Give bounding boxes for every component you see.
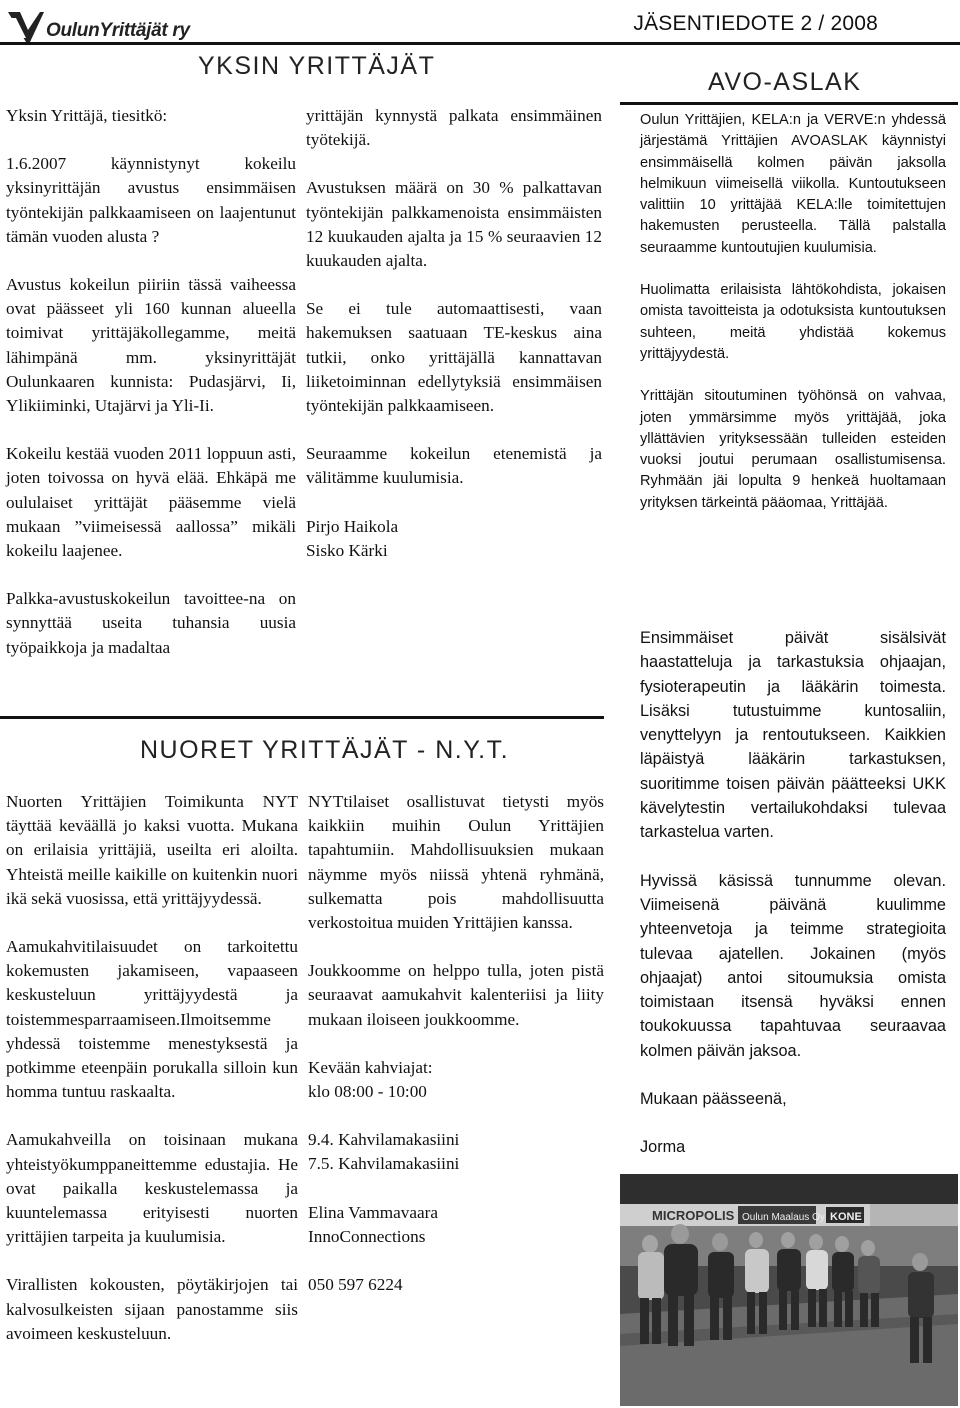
org-logo [6, 8, 206, 46]
section-title-avo-aslak: AVO-ASLAK [708, 68, 862, 96]
paragraph: Aamukahvitilaisuudet on tarkoitettu kokemusten jakamiseen, vapaaseen keskusteluun yrittäjyydestä ja toistemmesparraamiseen.Ilmoitsemme yhdessä toistemme menestyksestä ja potkimme eteenpäin porukalla silloin kun homma tuntuu raskaalta. [6, 937, 298, 1102]
paragraph: Avustus kokeilun piiriin tässä vaiheessa ovat päässeet yli 160 kunnan alueella toimivat yrittäjäkollegamme, meitä lähimpänä mm. yksinyrittäjät Oulunkaaren kunnista: Pudasjärvi, Ii, Ylikiiminki, Utajärvi ja Yli-Ii. [6, 275, 296, 416]
paragraph: Kokeilu kestää vuoden 2011 loppuun asti, joten toivossa on hyvä elää. Ehkäpä me oululaiset yrittäjät pääsemme vielä mukaan ”viimeisessä aallossa” mikäli kokeilu laajenee. [6, 444, 296, 561]
yksin-column-1 [6, 104, 296, 660]
paragraph: NYTtilaiset osallistuvat tietysti myös kaikkiin muihin Oulun Yrittäjien tapahtumiin. Mahdollisuuksien mukaan näymme myös niissä yhtenä ryhmänä, sulkematta pois mahdollisuutta verkostoitua muiden Yrittäjien kanssa. [308, 792, 604, 933]
paragraph: Avustuksen määrä on 30 % palkattavan työntekijän palkkamenoista ensimmäisten 12 kuukauden ajalta ja 15 % seuraavien 12 kuukauden ajalta. [306, 178, 602, 271]
section-title-yksin: YKSIN YRITTÄJÄT [198, 52, 436, 80]
paragraph: Aamukahveilla on toisinaan mukana yhteistyökumppaneittemme edustajia. He ovat paikalla keskustelemassa ja kuuntelemassa erityisesti nuorten yrittäjien tarpeita ja kuulumisia. [6, 1130, 298, 1247]
yksin-column-2 [306, 104, 602, 563]
contact-name: Elina Vammavaara [308, 1202, 438, 1222]
paragraph: Seuraamme kokeilun etenemistä ja välitämme kuulumisia. [306, 444, 602, 488]
paragraph: Ensimmäiset päivät sisälsivät haastatteluja ja tarkastuksia ohjaajan, fysioterapeutin ja lääkärin toimesta. Lisäksi tutustuimme kuntosaliin, venyttelyyn ja rentoutukseen. Kaikkien läpäistyä lääkärin tarkastuksen, suoritimme toisen päivän päätteeksi UKK kävelytestin vertailukohdaksi tulevaa tarkastelua varten. [640, 629, 946, 842]
signature [306, 515, 602, 563]
paragraph: Palkka-avustuskokeilun tavoittee-na on synnyttää useita tuhansia uusia työpaikkoja ja madaltaa [6, 589, 296, 657]
paragraph: Oulun Yrittäjien, KELA:n ja VERVE:n yhdessä järjestämä Yrittäjien AVOASLAK käynnistyi ensimmäisellä kolmen päivän jaksolla helmikuun viimeisellä viikolla. Kuntoutukseen valittiin 10 yrittäjää KELA:lle toimitettujen hakemusten perusteella. Tällä palstalla seuraamme kuntoutujien kuulumisia. [640, 112, 946, 256]
avo-column-top [640, 110, 946, 535]
schedule-title: Kevään kahviajat: [308, 1057, 433, 1077]
paragraph: yrittäjän kynnystä palkata ensimmäinen työtekijä. [306, 106, 602, 150]
paragraph: Nuorten Yrittäjien Toimikunta NYT täyttää keväällä jo kaksi vuotta. Mukana on erilaisia yrittäjiä, useilta eri aloilta. Yhteistä meille kaikille on kuitenkin nuori ikä sekä vuosissa, että yrittäjyydessä. [6, 792, 298, 908]
org-name: OulunYrittäjät ry [46, 20, 190, 41]
contact [308, 1201, 604, 1249]
paragraph: Joukkoomme on helppo tulla, joten pistä seuraavat aamukahvit kalenteriisi ja liity mukaan iloiseen joukkoomme. [308, 961, 604, 1029]
contact-org: InnoConnections [308, 1226, 426, 1246]
photo-sign-3: KONE [830, 1211, 862, 1223]
yksin-intro: Yksin Yrittäjä, tiesitkö: [6, 106, 168, 125]
section-title-nuoret: NUORET YRITTÄJÄT - N.Y.T. [140, 736, 510, 764]
date-list [308, 1128, 604, 1176]
author: Jorma [640, 1138, 686, 1157]
photo-sign-2: Oulun Maalaus Oy [742, 1212, 825, 1223]
gym-photo-image [620, 1174, 958, 1406]
issue-label: JÄSENTIEDOTE 2 / 2008 [633, 12, 878, 35]
nuoret-column-1 [6, 790, 298, 1346]
header-rule [0, 42, 960, 45]
photo-sign-1: MICROPOLIS [652, 1208, 735, 1223]
date-item: 7.5. Kahvilamakasiini [308, 1154, 460, 1174]
signature-name: Sisko Kärki [306, 540, 388, 560]
paragraph: Virallisten kokousten, pöytäkirjojen tai kalvosulkeisten sijaan panostamme siis avoimeen keskusteluun. [6, 1275, 298, 1343]
paragraph: 1.6.2007 käynnistynyt kokeilu yksinyrittäjän avustus ensimmäisen työntekijän palkkaamiseen on laajentunut tämän vuoden alusta ? [6, 154, 296, 246]
paragraph: Yrittäjän sitoutuminen työhönsä on vahvaa, joten ymmärsimme myös yrittäjää, joka yllättävien yrityksessään tulleiden esteiden vuoksi joutui perumaan osallistumisensa. Ryhmään jäi lopulta 9 henkeä huoltamaan yrityksen tärkeintä pääomaa, Yrittäjää. [640, 388, 946, 511]
avo-rule [620, 102, 958, 105]
nuoret-column-2 [308, 790, 604, 1297]
section-rule [0, 716, 604, 719]
signature-name: Pirjo Haikola [306, 516, 399, 536]
schedule-time: klo 08:00 - 10:00 [308, 1082, 427, 1102]
paragraph: Huolimatta erilaisista lähtökohdista, jokaisen omista tavoitteista ja odotuksista kuntoutuksen suhteen, meitä yhdistää kokemus yrittäjyydestä. [640, 282, 946, 362]
avo-column-bottom [640, 626, 946, 1160]
group-photo [620, 1174, 958, 1406]
paragraph: Se ei tule automaattisesti, vaan hakemuksen saatuaan TE-keskus aina tutkii, onko yrittäjällä kannattavan liiketoiminnan edellytyksiä ensimmäisen työntekijän palkkaamiseen. [306, 299, 602, 416]
schedule [308, 1056, 604, 1104]
date-item: 9.4. Kahvilamakasiini [308, 1130, 460, 1150]
paragraph: Hyvissä käsissä tunnumme olevan. Viimeisenä päivänä kuulimme yhteenvetoja ja teimme strategioita tulevaa ajatellen. Jokainen (myös ohjaajat) antoi sitoumuksia omista toimistaan itsensä hyväksi ennen toukokuussa tapahtuvaa seuraavaa kolmen päivän jaksoa. [640, 871, 946, 1060]
closing: Mukaan päässeenä, [640, 1090, 787, 1109]
logo-mark-icon [6, 8, 46, 46]
contact-phone: 050 597 6224 [308, 1275, 403, 1295]
